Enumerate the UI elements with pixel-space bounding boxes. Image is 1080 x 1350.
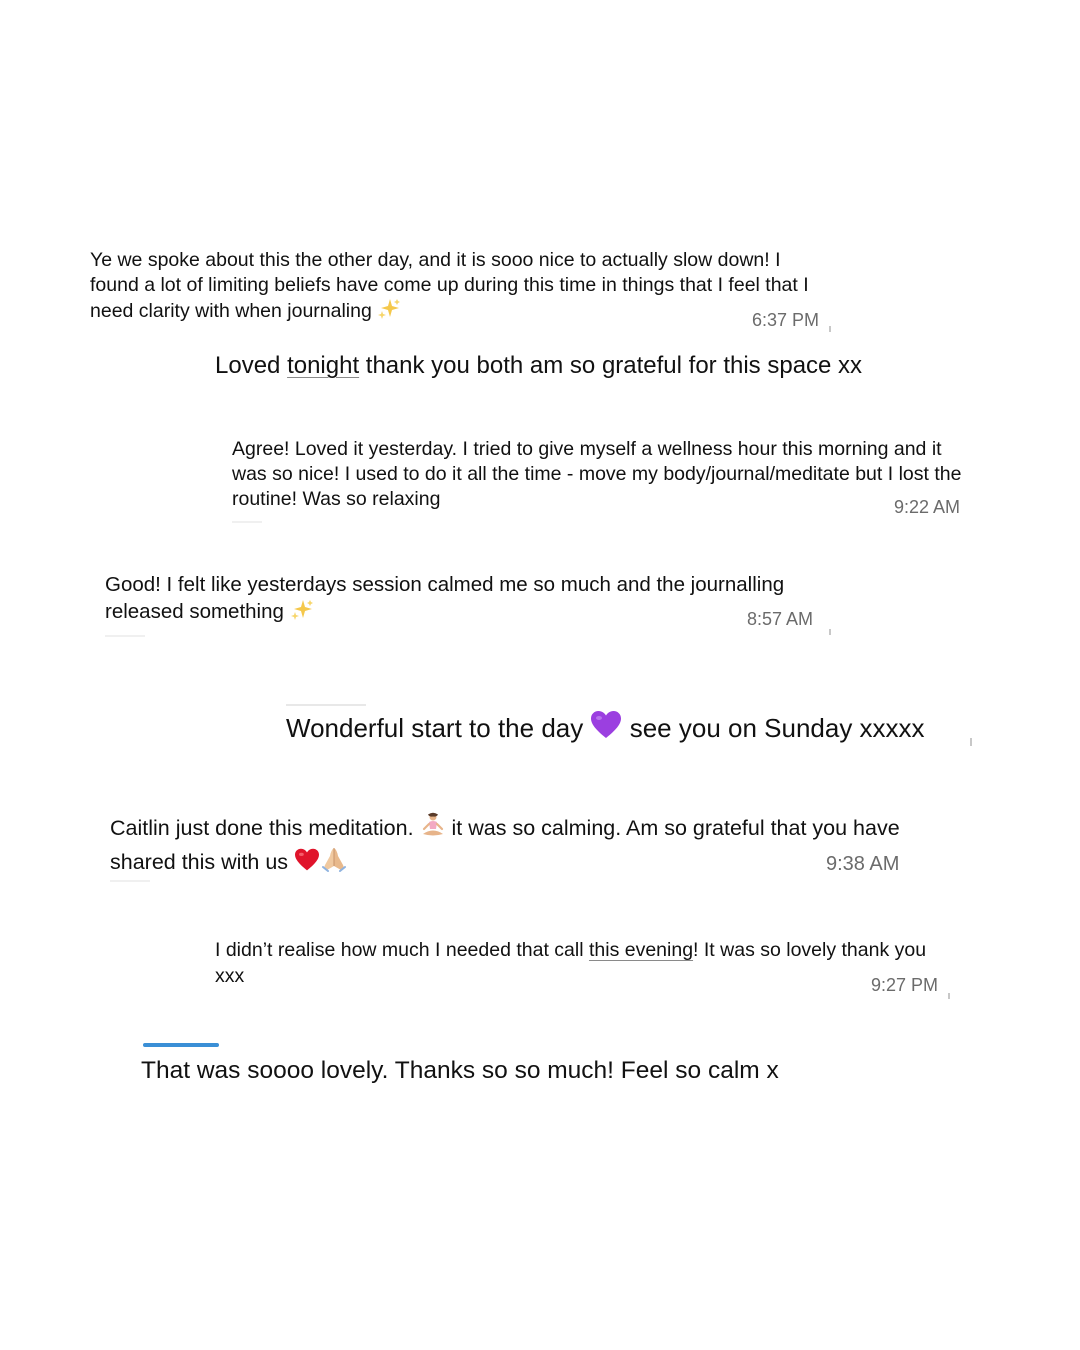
message-text — [105, 571, 825, 628]
message-body: I didn’t realise how much I needed that call — [215, 939, 589, 961]
message-body: see you on Sunday xxxxx — [629, 713, 925, 743]
bubble-edge — [105, 635, 145, 637]
message-bubble-8 — [141, 1036, 861, 1092]
person-in-lotus-position-icon — [420, 812, 446, 846]
message-body: ! It was so lovely thank you xxx — [215, 939, 927, 987]
underlined-phrase: this evening — [588, 939, 694, 961]
message-body: Good! I felt like yesterdays session calmed me so much and the journalling released something — [105, 573, 785, 623]
message-bubble-5 — [286, 710, 976, 750]
message-text — [232, 437, 967, 512]
message-timestamp: 9:27 PM — [871, 975, 939, 995]
bubble-corner — [948, 993, 950, 999]
bubble-corner — [829, 326, 831, 332]
underlined-phrase: tonight — [287, 352, 360, 379]
message-bubble-3 — [232, 437, 972, 525]
message-timestamp: 9:22 AM — [894, 497, 961, 517]
message-text — [215, 937, 943, 989]
message-body: Ye we spoke about this the other day, and it is sooo nice to actually slow down! I found a lot of limiting beliefs have come up during this time in things that I feel that I need clarity with when journaling — [90, 249, 809, 322]
message-body: Caitlin just done this meditation. — [110, 816, 414, 840]
message-body: Agree! Loved it yesterday. I tried to give myself a wellness hour this morning and it was so nice! I used to do it all the time - move my body/journal/meditate but I lost the routine! Was so relaxing — [232, 438, 962, 510]
message-text — [141, 1054, 861, 1088]
red-heart-icon — [294, 848, 320, 880]
message-bubble-4 — [105, 571, 833, 639]
sparkles-icon — [290, 599, 314, 628]
bubble-corner — [829, 629, 831, 635]
message-bubble-1 — [90, 248, 830, 334]
message-text — [90, 248, 820, 327]
message-timestamp: 6:37 PM — [752, 310, 820, 330]
bubble-edge — [110, 880, 150, 882]
message-timestamp: 8:57 AM — [747, 609, 814, 629]
message-bubble-6 — [110, 812, 915, 884]
purple-heart-icon — [590, 710, 622, 749]
message-text — [286, 710, 976, 749]
message-body: That was soooo lovely. Thanks so so much! Feel so calm x — [141, 1057, 779, 1084]
message-body: Loved — [215, 352, 288, 379]
message-text — [215, 350, 935, 382]
message-body: it was so calming. Am so grateful that you have shared this with us — [110, 816, 900, 874]
message-bubble-7 — [215, 937, 950, 1003]
message-body: Wonderful start to the day — [286, 713, 584, 743]
folded-hands-icon — [320, 846, 348, 880]
message-timestamp: 9:38 AM — [826, 853, 900, 875]
bubble-edge — [286, 704, 366, 706]
bubble-corner — [970, 738, 972, 746]
message-body: thank you both am so grateful for this space xx — [359, 352, 863, 379]
sender-name-cutoff — [143, 1043, 219, 1047]
bubble-edge — [232, 521, 262, 523]
message-bubble-2 — [215, 350, 935, 386]
sparkles-icon — [377, 298, 401, 327]
message-text — [110, 812, 910, 880]
